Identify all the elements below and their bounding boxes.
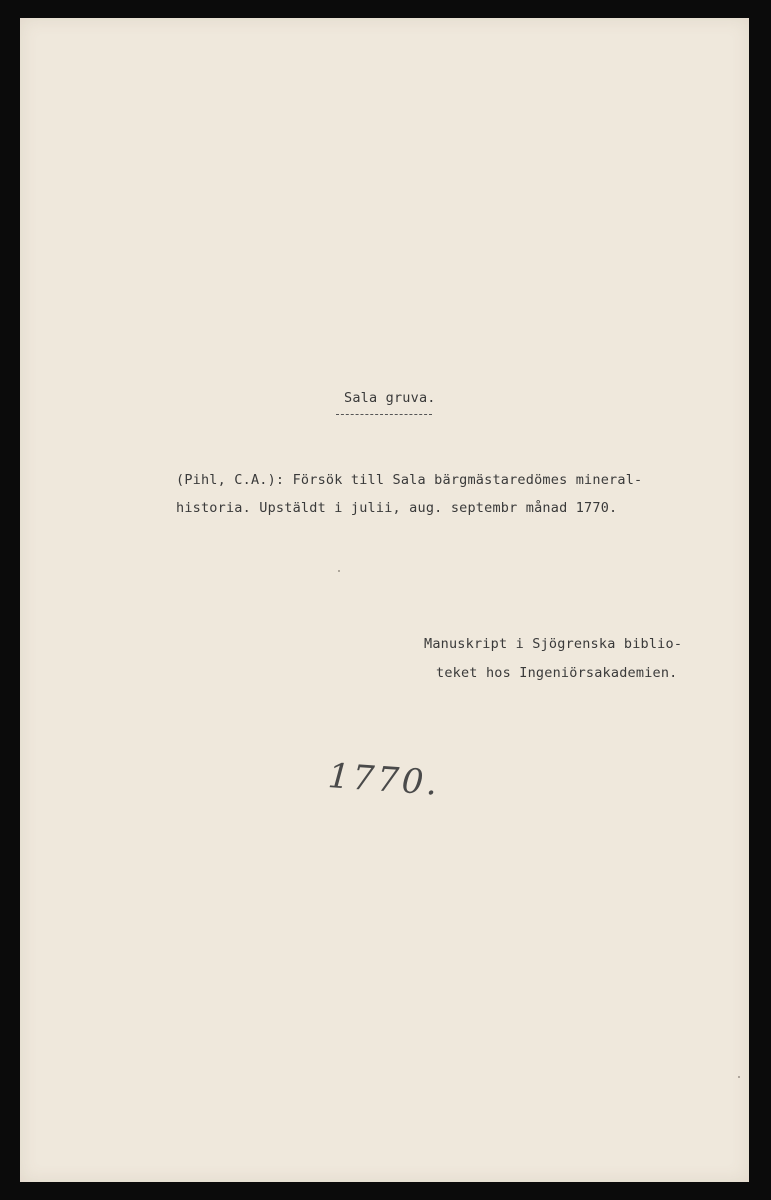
library-note-line-1: Manuskript i Sjögrenska biblio-: [424, 636, 683, 652]
library-note-line-2: teket hos Ingeniörsakademien.: [436, 665, 678, 681]
document-heading: Sala gruva.: [344, 390, 436, 406]
paper-speck: [338, 570, 340, 572]
document-page: [20, 18, 749, 1182]
citation-line-2: historia. Upstäldt i julii, aug. septembr månad 1770.: [176, 500, 618, 516]
citation-line-1: (Pihl, C.A.): Försök till Sala bärgmästaredömes mineral-: [176, 472, 643, 488]
paper-speck: [738, 1076, 740, 1078]
heading-underline: [336, 414, 432, 415]
handwritten-year: 1770.: [326, 756, 442, 804]
